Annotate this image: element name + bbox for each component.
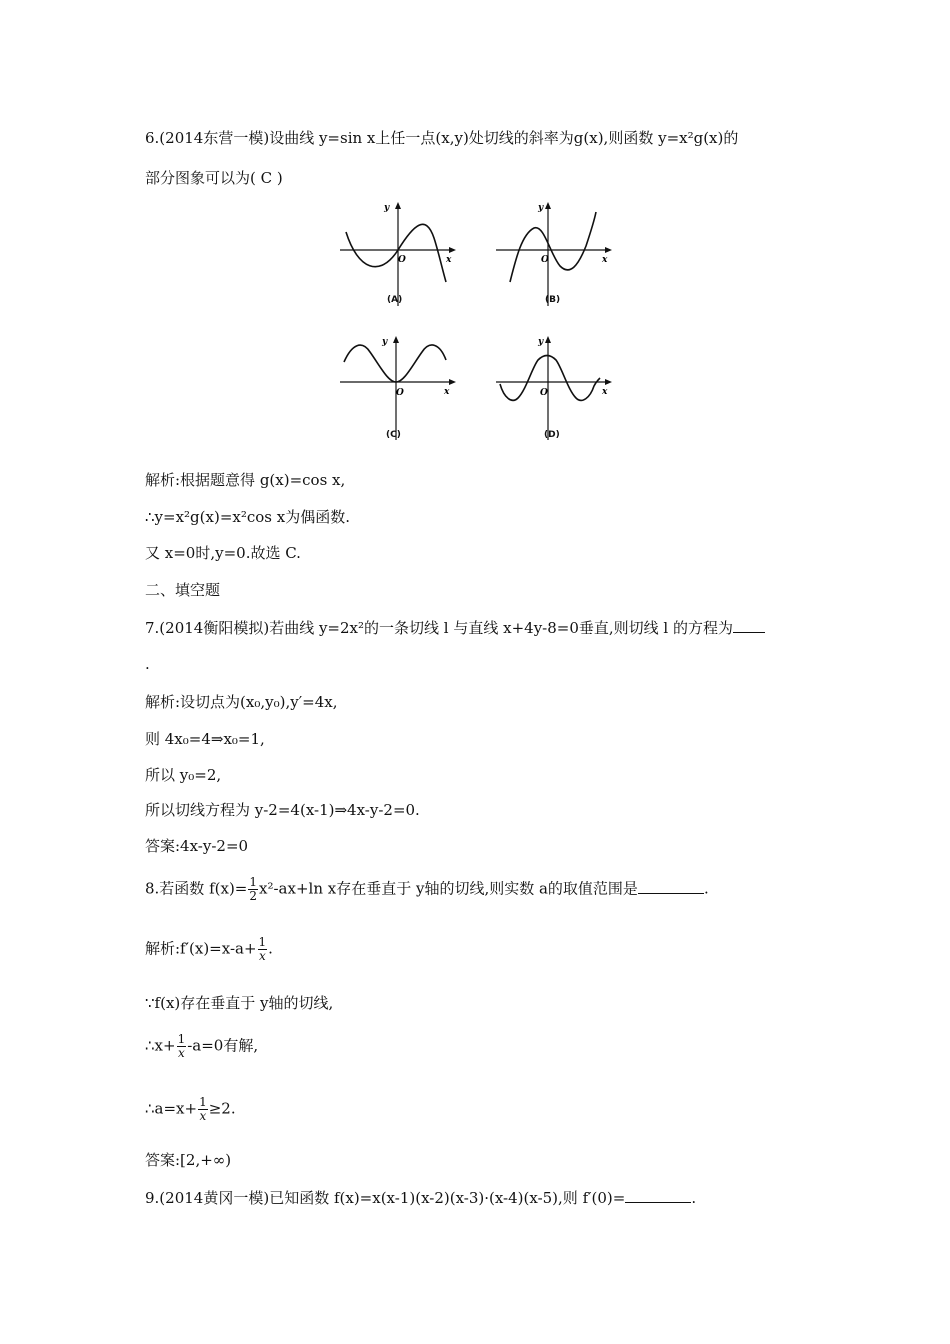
- q8-frac-num: 1: [249, 875, 258, 889]
- q8-line1: [145, 876, 709, 903]
- q7-answer: 答案:4x-y-2=0: [145, 837, 249, 855]
- graph-a-x-label: x: [446, 255, 452, 265]
- q9-text: 9.(2014黄冈一模)已知函数 f(x)=x(x-1)(x-2)(x-3)·(x-4)(x-5),则 f′(0)=: [145, 1189, 626, 1207]
- graph-a-origin: O: [398, 255, 406, 265]
- q8-frac-den: 2: [249, 889, 258, 903]
- graph-b-caption: (B): [545, 295, 561, 305]
- q8-sol1-fraction: [258, 936, 268, 963]
- q7-line1: [145, 616, 765, 638]
- graph-d-origin: O: [540, 388, 548, 398]
- q8-text-pre: 8.若函数 f(x)=: [145, 879, 248, 898]
- q7-solution-4: 所以切线方程为 y-2=4(x-1)⇒4x-y-2=0.: [145, 801, 420, 819]
- q6-solution-1: 解析:根据题意得 g(x)=cos x,: [145, 471, 346, 489]
- q8-sol4-den: x: [199, 1109, 207, 1123]
- q7-answer-blank[interactable]: [733, 616, 765, 633]
- q8-sol1-pre: 解析:f′(x)=x-a+: [145, 939, 257, 958]
- q9-line1: [145, 1186, 696, 1208]
- q8-solution-3: [145, 1033, 258, 1060]
- q8-sol3-post: -a=0有解,: [187, 1036, 259, 1055]
- q8-sol1-end: .: [268, 939, 273, 958]
- q8-text-post: x²-ax+ln x存在垂直于 y轴的切线,则实数 a的取值范围是: [259, 879, 638, 898]
- q8-answer: 答案:[2,+∞): [145, 1151, 232, 1169]
- q8-sol3-den: x: [178, 1046, 185, 1060]
- q8-solution-4: [145, 1096, 236, 1123]
- q8-sol4-pre: ∴a=x+: [145, 1099, 198, 1118]
- q8-sol4-post: ≥2.: [208, 1099, 236, 1118]
- q7-solution-2: 则 4x₀=4⇒x₀=1,: [145, 730, 265, 748]
- q9-text-end: .: [691, 1189, 697, 1207]
- q6-solution-3: 又 x=0时,y=0.故选 C.: [145, 544, 301, 562]
- graph-b-origin: O: [541, 255, 549, 265]
- q8-answer-blank[interactable]: [638, 877, 704, 894]
- q8-solution-1: [145, 936, 273, 963]
- q7-line2: .: [145, 655, 150, 673]
- q8-sol3-fraction: [177, 1033, 187, 1060]
- graph-a-y-label: y: [384, 203, 390, 213]
- section-heading: 二、填空题: [145, 581, 221, 599]
- q9-answer-blank[interactable]: [625, 1186, 691, 1203]
- graph-d-caption: (D): [544, 430, 560, 440]
- q8-sol3-num: 1: [177, 1032, 186, 1046]
- graph-c-y-label: y: [382, 337, 388, 347]
- q8-sol3-pre: ∴x+: [145, 1036, 176, 1055]
- q8-sol4-num: 1: [199, 1095, 207, 1109]
- graph-d: [494, 332, 614, 447]
- graph-b-y-label: y: [538, 203, 544, 213]
- q8-sol1-num: 1: [258, 935, 267, 949]
- q8-fraction: [248, 876, 258, 903]
- graph-b: [494, 198, 614, 313]
- q8-sol1-den: x: [258, 949, 266, 963]
- graph-d-y-label: y: [538, 337, 544, 347]
- q8-text-end: .: [703, 879, 709, 898]
- q8-sol4-fraction: [198, 1096, 208, 1123]
- graph-d-x-label: x: [602, 387, 608, 397]
- graph-b-x-label: x: [602, 255, 608, 265]
- q7-solution-3: 所以 y₀=2,: [145, 766, 222, 784]
- q6-solution-2: ∴y=x²g(x)=x²cos x为偶函数.: [145, 508, 350, 526]
- q6-line1: 6.(2014东营一模)设曲线 y=sin x上任一点(x,y)处切线的斜率为g(x),则函数 y=x²g(x)的: [145, 129, 739, 147]
- q8-solution-2: ∵f(x)存在垂直于 y轴的切线,: [145, 994, 334, 1012]
- graph-a: [338, 198, 458, 313]
- graph-c: [338, 332, 458, 447]
- graph-c-origin: O: [396, 388, 404, 398]
- graph-c-x-label: x: [444, 387, 450, 397]
- q6-line2: 部分图象可以为( C ): [145, 169, 283, 187]
- q7-text: 7.(2014衡阳模拟)若曲线 y=2x²的一条切线 l 与直线 x+4y-8=0垂直,则切线 l 的方程为: [145, 619, 733, 637]
- q7-solution-1: 解析:设切点为(x₀,y₀),y′=4x,: [145, 693, 338, 711]
- graph-c-caption: (C): [386, 430, 401, 440]
- graph-a-caption: (A): [387, 295, 403, 305]
